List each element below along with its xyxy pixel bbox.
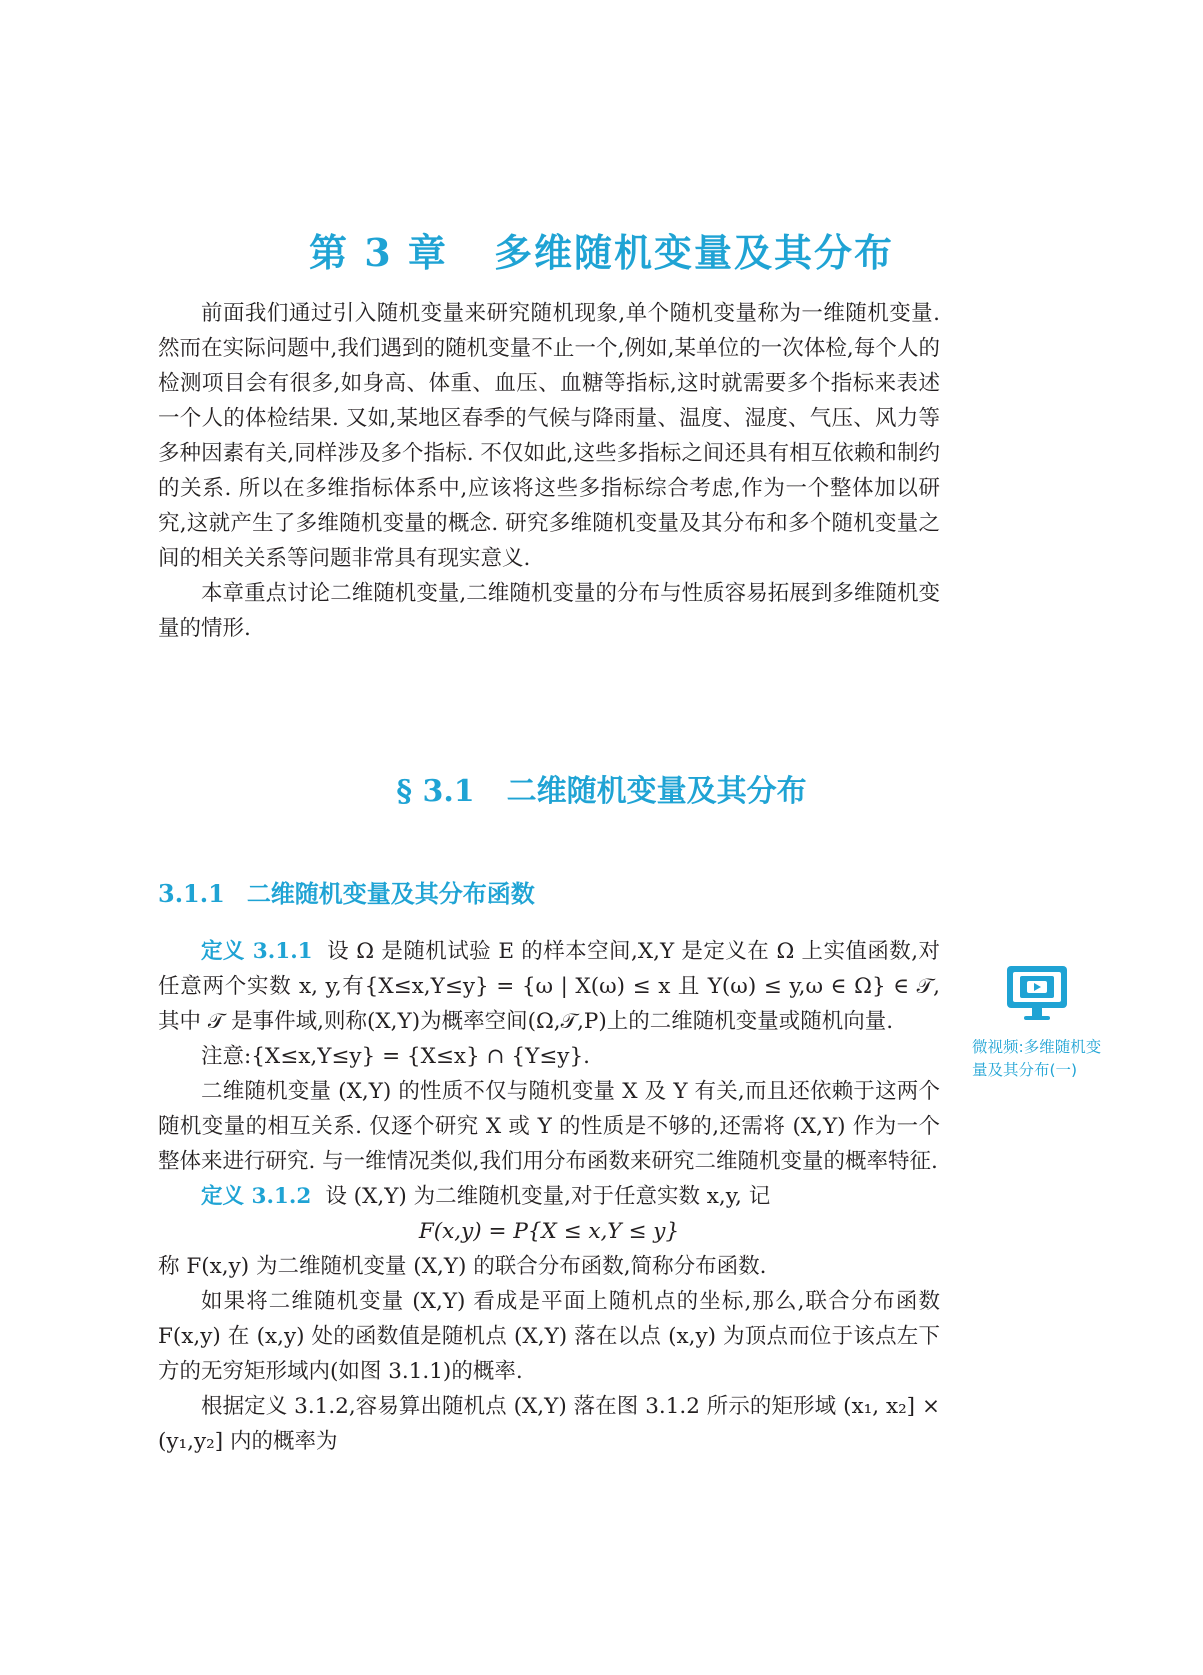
- section-title-text: 二维随机变量及其分布: [506, 774, 807, 809]
- chapter-title-text: 多维随机变量及其分布: [493, 230, 894, 275]
- section-content: [158, 934, 940, 1459]
- paragraph-geometric-meaning: 如果将二维随机变量 (X,Y) 看成是平面上随机点的坐标,那么,联合分布函数 F(x,y) 在 (x,y) 处的函数值是随机点 (X,Y) 落在以点 (x,y) 为顶点而位于该点左下方的无穷矩形域内(如图 3.1.1)的概率.: [158, 1289, 940, 1384]
- distribution-formula: F(x,y) = P{X ≤ x,Y ≤ y}: [418, 1219, 680, 1244]
- subsection-title-text: 二维随机变量及其分布函数: [246, 880, 535, 908]
- intro-paragraph-2: 本章重点讨论二维随机变量,二维随机变量的分布与性质容易拓展到多维随机变量的情形.: [158, 581, 940, 641]
- paragraph-properties: 二维随机变量 (X,Y) 的性质不仅与随机变量 X 及 Y 有关,而且还依赖于这两个随机变量的相互关系. 仅逐个研究 X 或 Y 的性质是不够的,还需将 (X,Y) 作为一个整体来进行研究. 与一维情况类似,我们用分布函数来研究二维随机变量的概率特征.: [158, 1079, 940, 1174]
- video-icon[interactable]: [1004, 962, 1070, 1028]
- definition-label: 定义 3.1.1: [201, 939, 313, 964]
- definition-label: 定义 3.1.2: [201, 1184, 312, 1209]
- intro-paragraph-1: 前面我们通过引入随机变量来研究随机现象,单个随机变量称为一维随机变量. 然而在实际问题中,我们遇到的随机变量不止一个,例如,某单位的一次体检,每个人的检测项目会有很多,如身高、体重、血压、血糖等指标,这时就需要多个指标来表述一个人的体检结果. 又如,某地区春季的气候与降雨量、温度、湿度、气压、风力等多种因素有关,同样涉及多个指标. 不仅如此,这些多指标之间还具有相互依赖和制约的关系. 所以在多维指标体系中,应该将这些多指标综合考虑,作为一个整体加以研究,这就产生了多维随机变量的概念. 研究多维随机变量及其分布和多个随机变量之间的相关关系等问题非常具有现实意义.: [158, 301, 940, 571]
- note-paragraph: 注意:{X≤x,Y≤y} = {X≤x} ∩ {Y≤y}.: [201, 1044, 590, 1069]
- chapter-title: [0, 222, 1203, 277]
- definition-3-1-1: [158, 934, 940, 1039]
- micro-video-caption[interactable]: 微视频:多维随机变量及其分布(一): [972, 1038, 1102, 1079]
- paragraph-joint-distribution: 称 F(x,y) 为二维随机变量 (X,Y) 的联合分布函数,简称分布函数.: [158, 1254, 767, 1279]
- micro-video-sidebar[interactable]: [972, 962, 1102, 1082]
- chapter-intro: [158, 296, 940, 646]
- section-number: § 3.1: [396, 774, 475, 809]
- definition-3-1-2: [158, 1179, 940, 1214]
- definition-text: 设 (X,Y) 为二维随机变量,对于任意实数 x,y, 记: [325, 1184, 771, 1209]
- section-title: [0, 766, 1203, 810]
- definition-text: 设 Ω 是随机试验 E 的样本空间,X,Y 是定义在 Ω 上实值函数,对任意两个实数 x, y,有{X≤x,Y≤y} = {ω | X(ω) ≤ x 且 Y(ω) ≤ y,ω ∈ Ω} ∈ 𝒯, 其中 𝒯 是事件域,则称(X,Y)为概率空间(Ω,𝒯,P)上的二维随机变量或随机向量.: [158, 939, 940, 1034]
- subsection-title: [158, 874, 535, 909]
- subsection-number: 3.1.1: [158, 879, 225, 908]
- chapter-number: 第 3 章: [309, 230, 448, 275]
- paragraph-rectangle-probability: 根据定义 3.1.2,容易算出随机点 (X,Y) 落在图 3.1.2 所示的矩形域 (x₁, x₂] × (y₁,y₂] 内的概率为: [158, 1394, 940, 1454]
